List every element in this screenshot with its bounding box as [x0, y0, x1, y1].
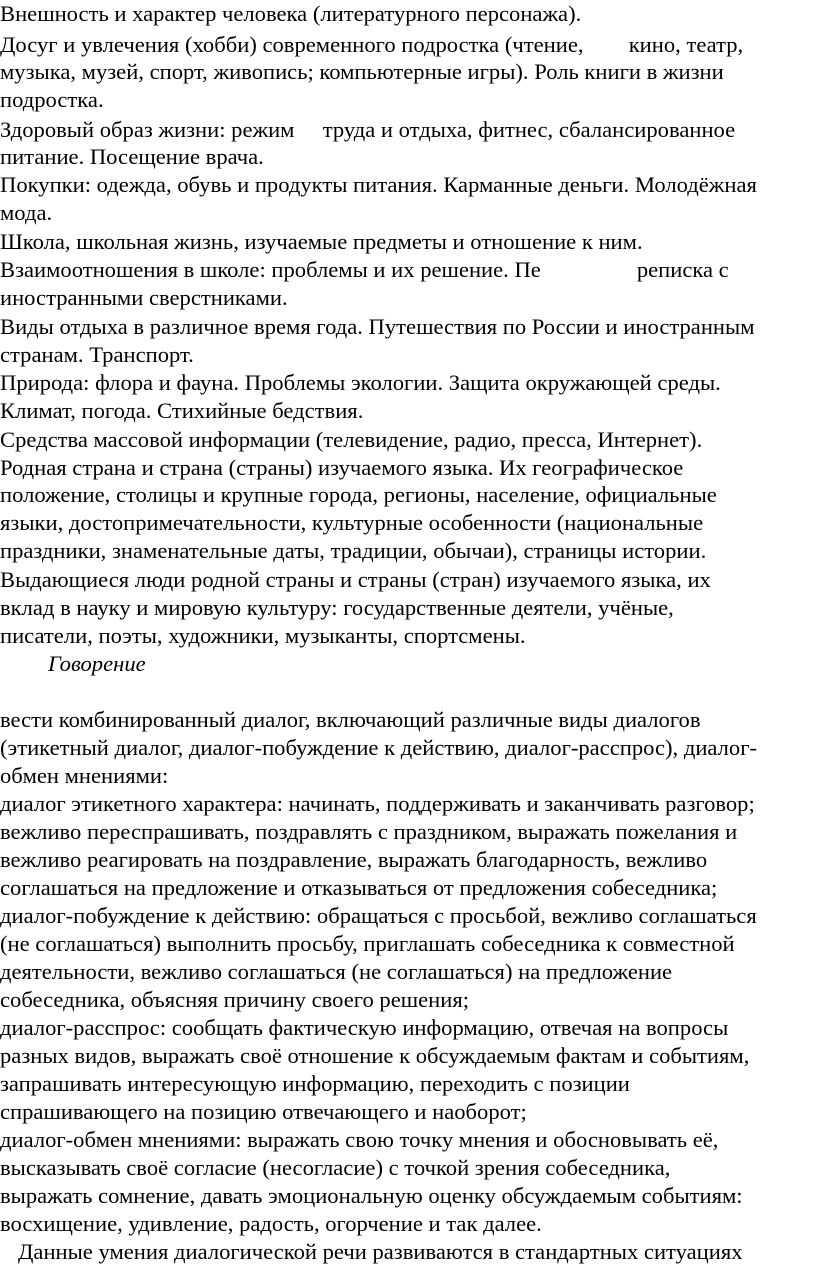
text-line: выражать сомнение, давать эмоциональную оценку обсуждаемым событиям:: [0, 1183, 743, 1208]
section-heading: Говорение: [48, 651, 146, 676]
text-line: Покупки: одежда, обувь и продукты питания. Карманные деньги. Молодёжная: [0, 172, 757, 197]
text-line: диалог-обмен мнениями: выражать свою точку мнения и обосновывать её,: [0, 1127, 719, 1152]
text-line: высказывать своё согласие (несогласие) с точкой зрения собеседника,: [0, 1155, 671, 1180]
text-line: вести комбинированный диалог, включающий различные виды диалогов: [0, 707, 701, 732]
text-line: Данные умения диалогической речи развиваются в стандартных ситуациях: [18, 1239, 743, 1264]
text-line: диалог этикетного характера: начинать, поддерживать и заканчивать разговор;: [0, 791, 755, 816]
text-line: праздники, знаменательные даты, традиции, обычаи), страницы истории.: [0, 538, 707, 563]
text-line: Школа, школьная жизнь, изучаемые предметы и отношение к ним.: [0, 229, 643, 254]
text-line: восхищение, удивление, радость, огорчение и так далее.: [0, 1211, 542, 1236]
text-line: Досуг и увлечения (хобби) современного подростка (чтение, кино, театр,: [0, 32, 744, 57]
text-line: обмен мнениями:: [0, 763, 169, 788]
text-line: [0, 678, 759, 705]
text-line: Виды отдыха в различное время года. Путешествия по России и иностранным: [0, 314, 755, 339]
text-line: соглашаться на предложение и отказываться от предложения собеседника;: [0, 875, 718, 900]
text-line: Природа: флора и фауна. Проблемы экологии. Защита окружающей среды.: [0, 370, 721, 395]
text-line: музыка, музей, спорт, живопись; компьютерные игры). Роль книги в жизни: [0, 59, 724, 84]
text-line: Взаимоотношения в школе: проблемы и их решение. Пе реписка с: [0, 257, 729, 282]
text-line: вежливо реагировать на поздравление, выражать благодарность, вежливо: [0, 847, 708, 872]
text-line: мода.: [0, 200, 53, 225]
text-line: спрашивающего на позицию отвечающего и наоборот;: [0, 1099, 527, 1124]
text-line: деятельности, вежливо соглашаться (не соглашаться) на предложение: [0, 959, 673, 984]
text-line: запрашивать интересующую информацию, переходить с позиции: [0, 1071, 630, 1096]
text-line: языки, достопримечательности, культурные особенности (национальные: [0, 510, 704, 535]
text-line: вежливо переспрашивать, поздравлять с праздником, выражать пожелания и: [0, 819, 738, 844]
text-line: Климат, погода. Стихийные бедствия.: [0, 398, 364, 423]
text-line: странам. Транспорт.: [0, 342, 194, 367]
text-line: положение, столицы и крупные города, регионы, население, официальные: [0, 482, 717, 507]
text-line: (этикетный диалог, диалог-побуждение к действию, диалог-расспрос), диалог-: [0, 735, 758, 760]
text-line: Родная страна и страна (страны) изучаемого языка. Их географическое: [0, 455, 684, 480]
text-line: Внешность и характер человека (литературного персонажа).: [0, 1, 582, 26]
text-line: писатели, поэты, художники, музыканты, спортсмены.: [0, 623, 526, 648]
text-line: (не соглашаться) выполнить просьбу, приглашать собеседника к совместной: [0, 931, 735, 956]
text-line: собеседника, объясняя причину своего решения;: [0, 987, 470, 1012]
text-line: диалог-расспрос: сообщать фактическую информацию, отвечая на вопросы: [0, 1015, 729, 1040]
text-line: Выдающиеся люди родной страны и страны (стран) изучаемого языка, их: [0, 567, 711, 592]
text-line: диалог-побуждение к действию: обращаться с просьбой, вежливо соглашаться: [0, 903, 757, 928]
text-line: питание. Посещение врача.: [0, 144, 264, 169]
text-line: вклад в науку и мировую культуру: государственные деятели, учёные,: [0, 595, 674, 620]
text-line: разных видов, выражать своё отношение к обсуждаемым фактам и событиям,: [0, 1043, 750, 1068]
text-line: подростка.: [0, 87, 104, 112]
text-line: иностранными сверстниками.: [0, 285, 288, 310]
text-line: Здоровый образ жизни: режим труда и отдыха, фитнес, сбалансированное: [0, 117, 736, 142]
text-line: Средства массовой информации (телевидение, радио, пресса, Интернет).: [0, 427, 703, 452]
